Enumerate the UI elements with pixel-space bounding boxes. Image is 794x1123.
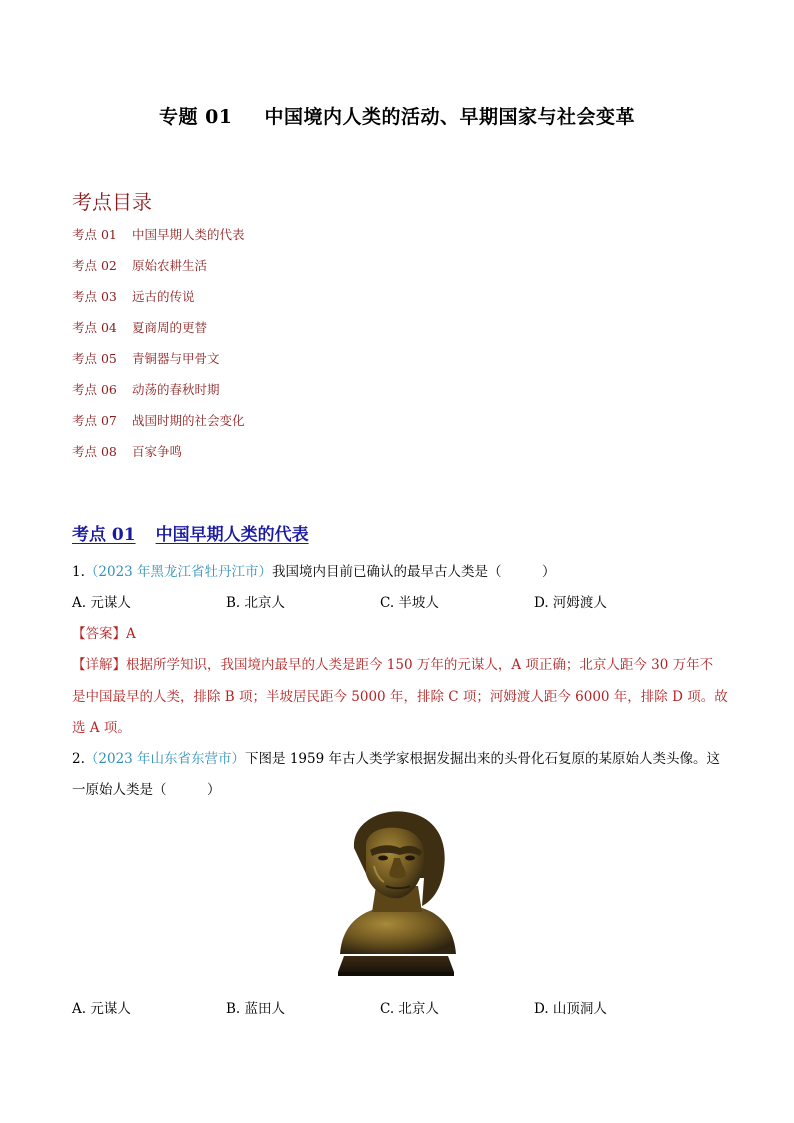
option-b: B. 北京人: [226, 595, 286, 611]
bust-image: [326, 808, 466, 978]
detail-line: [72, 653, 713, 673]
toc-item[interactable]: [72, 412, 245, 443]
toc-item[interactable]: [72, 226, 245, 257]
option-c: C. 半坡人: [380, 595, 439, 611]
toc-item-code: 考点 01: [72, 227, 117, 242]
section-heading: [72, 520, 309, 545]
toc-item-label: 动荡的春秋时期: [132, 382, 220, 397]
title-text: 中国境内人类的活动、早期国家与社会变革: [264, 106, 636, 128]
toc-item-label: 夏商周的更替: [132, 320, 208, 335]
toc-item[interactable]: [72, 381, 245, 412]
question-source: （2023 年山东省东营市）: [84, 751, 246, 767]
page-title: [0, 102, 794, 129]
answer-label: 【答案】: [72, 626, 126, 642]
option-b: B. 蓝田人: [226, 1001, 286, 1017]
question-text: 下图是 1959 年古人类学家根据发掘出来的头骨化石复原的某原始人类头像。这: [245, 751, 720, 767]
title-number: 专题 01: [158, 106, 233, 128]
toc-item[interactable]: [72, 350, 245, 381]
detail-text: 根据所学知识，我国境内最早的人类是距今 150 万年的元谋人，A 项正确；北京人距今 30 万年不: [126, 657, 714, 673]
detail-line: 选 A 项。: [72, 720, 131, 736]
question-text-continued: 一原始人类是（ ）: [72, 782, 221, 798]
question-text: 我国境内目前已确认的最早古人类是（ ）: [272, 564, 556, 580]
answer-value: A: [126, 626, 136, 642]
toc-item-label: 战国时期的社会变化: [132, 413, 245, 428]
toc-item-label: 远古的传说: [132, 289, 195, 304]
question-number: 1.: [72, 564, 85, 580]
option-c: C. 北京人: [380, 1001, 439, 1017]
toc-item-code: 考点 05: [72, 351, 117, 366]
toc-item-label: 百家争鸣: [132, 444, 183, 459]
toc-list: [72, 226, 245, 474]
toc-item-code: 考点 03: [72, 289, 117, 304]
toc-item-label: 中国早期人类的代表: [132, 227, 245, 242]
toc-item[interactable]: [72, 443, 245, 474]
section-code: 考点 01: [72, 525, 136, 545]
toc-item-code: 考点 07: [72, 413, 117, 428]
toc-item-label: 原始农耕生活: [132, 258, 208, 273]
option-d: D. 河姆渡人: [534, 595, 607, 611]
option-a: A. 元谋人: [72, 1001, 131, 1017]
detail-label: 【详解】: [72, 657, 126, 673]
answer-line: [72, 622, 136, 642]
question-2-stem: [72, 747, 720, 767]
toc-item-code: 考点 04: [72, 320, 117, 335]
toc-item[interactable]: [72, 288, 245, 319]
detail-line: 是中国最早的人类，排除 B 项；半坡居民距今 5000 年，排除 C 项；河姆渡人距今 6000 年，排除 D 项。故: [72, 689, 728, 705]
toc-item-code: 考点 02: [72, 258, 117, 273]
toc-item[interactable]: [72, 319, 245, 350]
toc-item[interactable]: [72, 257, 245, 288]
option-d: D. 山顶洞人: [534, 1001, 607, 1017]
toc-item-code: 考点 08: [72, 444, 117, 459]
question-source: （2023 年黑龙江省牡丹江市）: [84, 564, 273, 580]
toc-item-code: 考点 06: [72, 382, 117, 397]
option-a: A. 元谋人: [72, 595, 131, 611]
toc-heading: 考点目录: [72, 190, 152, 214]
question-number: 2.: [72, 751, 85, 767]
toc-item-label: 青铜器与甲骨文: [132, 351, 220, 366]
question-1-stem: [72, 560, 556, 580]
section-label: 中国早期人类的代表: [155, 525, 309, 545]
